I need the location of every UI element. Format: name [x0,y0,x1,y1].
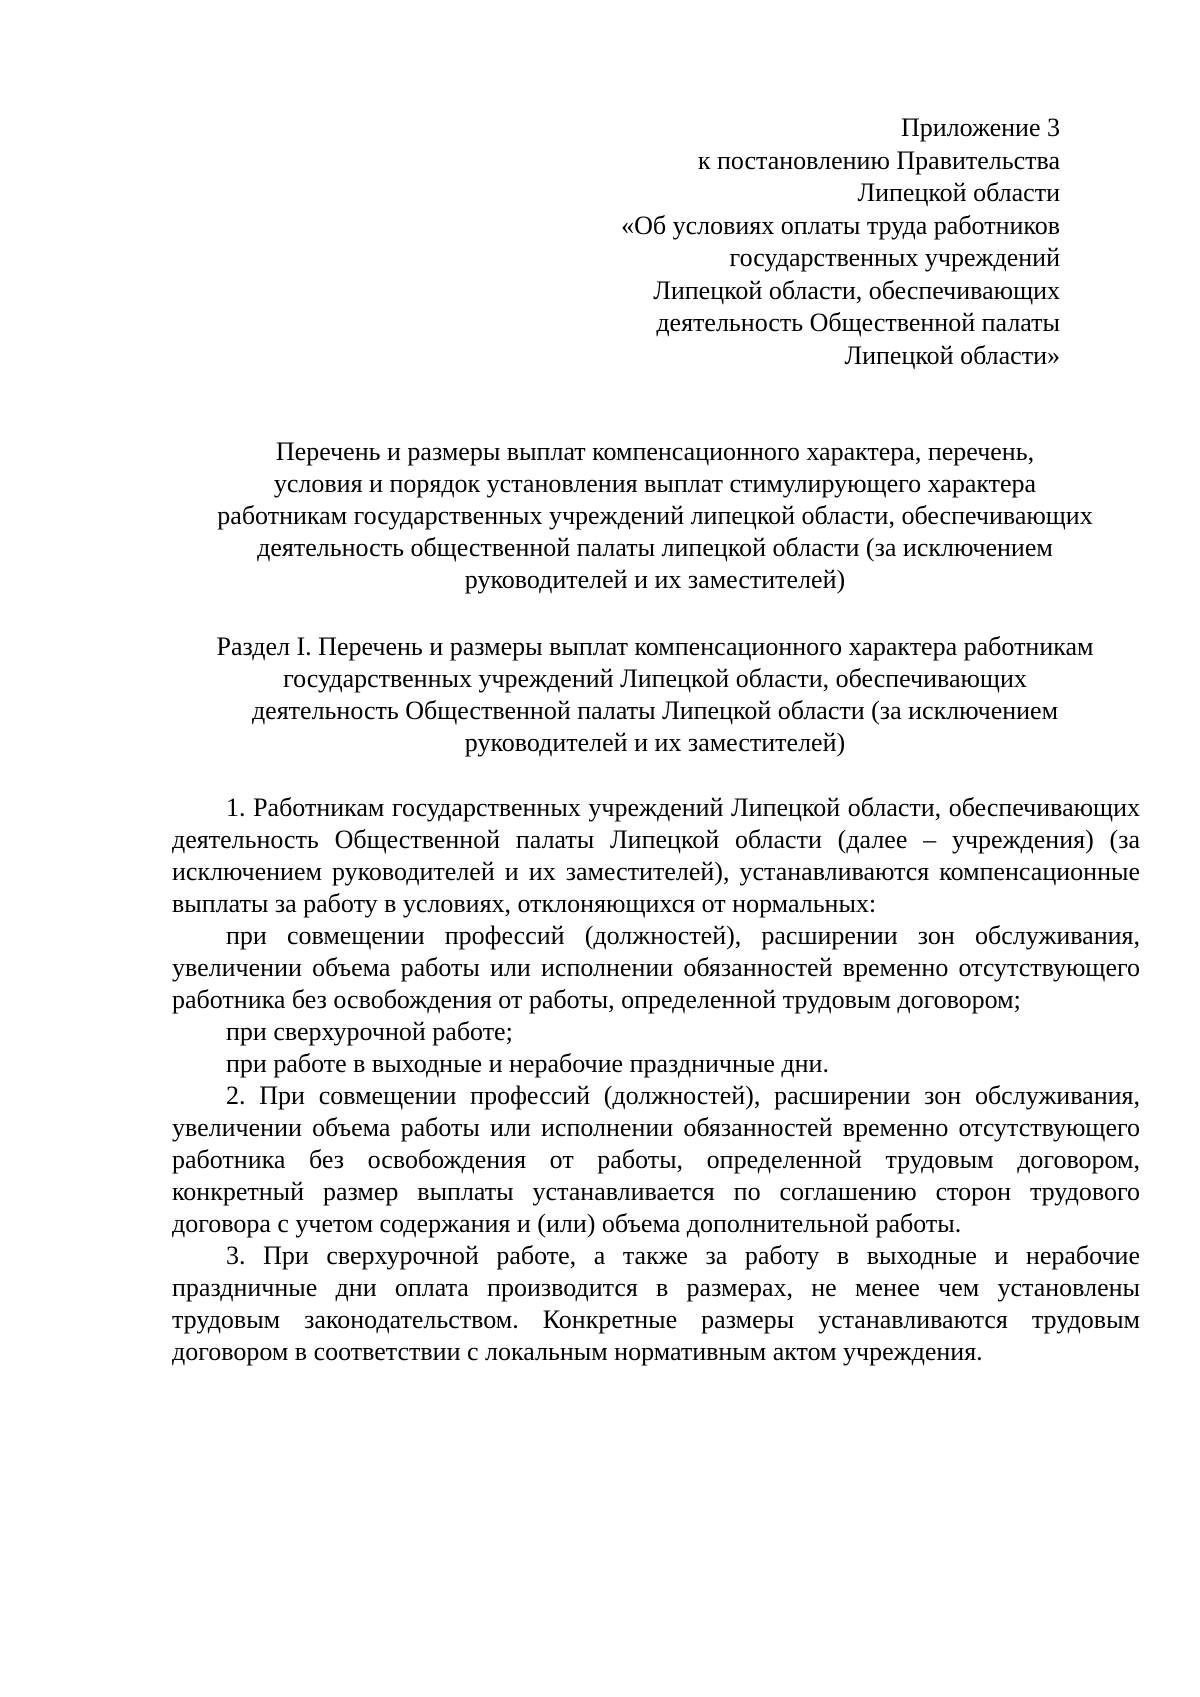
title-line: деятельность общественной палаты липецкой области (за исключением [257,533,1053,562]
document-body [172,792,1140,1368]
section-line: государственных учреждений Липецкой области, обеспечивающих [283,664,1027,693]
title-line: Перечень и размеры выплат компенсационного характера, перечень, [275,437,1035,466]
paragraph-bullet-1: при совмещении профессий (должностей), расширении зон обслуживания, увеличении объема работы или исполнении обязанностей временно отсутствующего работника без освобождения от работы, определенной трудовым договором; [172,921,1140,1014]
section-line: Раздел I. Перечень и размеры выплат компенсационного характера работникам [216,632,1094,661]
paragraph-bullet-3: при работе в выходные и нерабочие праздничные дни. [226,1049,829,1078]
appendix-line: к постановлению Правительства [697,145,1060,175]
document-title [170,436,1140,596]
title-line: руководителей и их заместителей) [464,565,846,594]
appendix-line: Липецкой области, обеспечивающих [653,275,1060,305]
appendix-line: Липецкой области [857,178,1060,207]
appendix-line: государственных учреждений [729,243,1060,272]
appendix-line: Липецкой области» [844,340,1060,370]
appendix-header [440,112,1060,372]
paragraph-2: 2. При совмещении профессий (должностей), расширении зон обслуживания, увеличении объема работы или исполнении обязанностей временно отсутствующего работника без освобождения от работы, определенной трудовым договором, конкретный размер выплаты устанавливается по соглашению сторон трудового договора с учетом содержания и (или) объема дополнительной работы. [172,1081,1140,1238]
section-line: руководителей и их заместителей) [464,728,846,757]
appendix-line: деятельность Общественной палаты [656,308,1060,337]
appendix-line: Приложение 3 [900,113,1060,142]
title-line: работникам государственных учреждений липецкой области, обеспечивающих [217,501,1093,530]
paragraph-3: 3. При сверхурочной работе, а также за работу в выходные и нерабочие праздничные дни оплата производится в размерах, не менее чем установлены трудовым законодательством. Конкретные размеры устанавливаются трудовым договором в соответствии с локальным нормативным актом учреждения. [172,1241,1140,1366]
title-line: условия и порядок установления выплат стимулирующего характера [273,469,1037,498]
section-line: деятельность Общественной палаты Липецкой области (за исключением [251,696,1059,725]
appendix-line: «Об условиях оплаты труда работников [621,210,1060,240]
paragraph-1: 1. Работникам государственных учреждений Липецкой области, обеспечивающих деятельность Общественной палаты Липецкой области (далее – учреждения) (за исключением руководителей и их заместителей), устанавливаются компенсационные выплаты за работу в условиях, отклоняющихся от нормальных: [172,793,1140,918]
paragraph-bullet-2: при сверхурочной работе; [226,1017,513,1046]
section-heading [170,631,1140,759]
